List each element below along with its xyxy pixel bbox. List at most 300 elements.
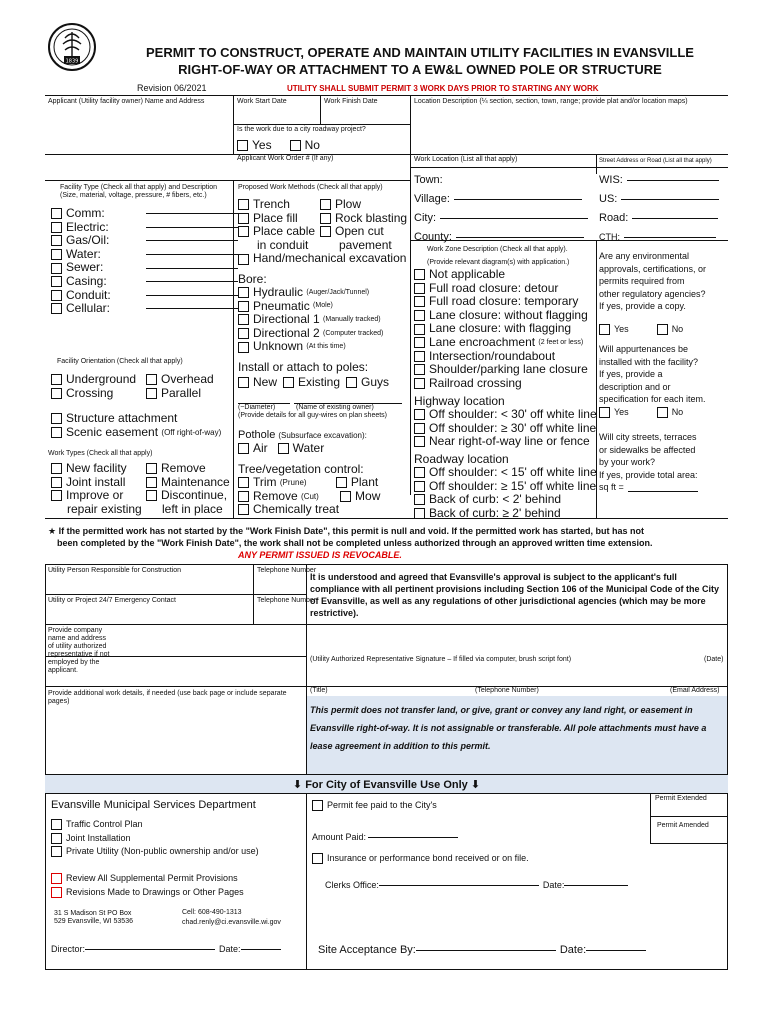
office-use-header <box>45 775 728 793</box>
plow-label: Plow <box>335 197 362 211</box>
curb-ge2-label: Back of curb: ≥ 2' behind <box>429 505 561 520</box>
provide-line4: representative if not <box>48 651 110 658</box>
overhead-label: Overhead <box>161 372 214 386</box>
place-fill-checkbox[interactable] <box>238 213 249 224</box>
conduit-label: Conduit: <box>66 287 111 302</box>
facility-list <box>51 207 238 316</box>
director-date-input[interactable] <box>241 949 281 950</box>
scenic-easement-checkbox[interactable] <box>51 427 62 438</box>
sewer-input[interactable] <box>146 268 238 269</box>
place-cable-checkbox[interactable] <box>238 226 249 237</box>
county-label: County: <box>414 231 452 243</box>
guy-note: (Provide details for all guy-wires on plan sheets) <box>238 412 388 419</box>
methods-col2 <box>320 198 407 252</box>
intersection-label: Intersection/roundabout <box>429 348 556 363</box>
title-line-2: RIGHT-OF-WAY OR ATTACHMENT TO A EW&L OWNED POLE OR STRUCTURE <box>178 62 662 77</box>
env-q3-line5: sq ft = <box>599 482 624 492</box>
not-applicable-label: Not applicable <box>429 267 506 281</box>
pothole-water-label: Water <box>292 441 325 455</box>
pneumatic-note: (Mole) <box>313 302 333 310</box>
hand-excavation-label: Hand/mechanical excavation <box>253 251 407 266</box>
hydraulic-checkbox[interactable] <box>238 287 249 298</box>
warning-line-2: been completed by the "Work Finish Date", the work shall not be completed unless authorized through an approved written time extension. <box>57 538 653 548</box>
guys-label: Guys <box>361 375 390 389</box>
casing-input[interactable] <box>146 281 238 282</box>
private-utility-label: Private Utility (Non-public ownership and/or use) <box>66 846 259 857</box>
road-fields <box>599 171 724 247</box>
telephone-label: (Telephone Number) <box>475 687 539 694</box>
revocable-notice: ANY PERMIT ISSUED IS REVOCABLE. <box>238 550 402 560</box>
street-address-label: Street Address or Road (List all that apply) <box>599 158 712 164</box>
maintenance-label: Maintenance <box>161 474 230 489</box>
full-closure-detour-label: Full road closure: detour <box>429 280 559 295</box>
existing-pole-label: Existing <box>298 375 341 389</box>
unknown-note: (At this time) <box>306 343 346 351</box>
cellular-input[interactable] <box>146 308 238 309</box>
parallel-label: Parallel <box>161 385 202 400</box>
provide-line1: Provide company <box>48 627 103 634</box>
env-q1-yes-checkbox[interactable] <box>599 324 610 335</box>
road-input[interactable] <box>632 218 718 219</box>
us-input[interactable] <box>621 199 719 200</box>
provide-line2: name and address <box>48 635 106 642</box>
provide-company-label <box>48 627 109 675</box>
plow-checkbox[interactable] <box>320 199 331 210</box>
bond-checkbox[interactable] <box>312 853 323 864</box>
clerks-date-input[interactable] <box>564 885 628 886</box>
existing-pole-checkbox[interactable] <box>283 377 294 388</box>
diameter-input[interactable] <box>238 395 290 404</box>
tree-list <box>238 476 380 517</box>
city-input[interactable] <box>440 218 588 219</box>
structure-list <box>51 412 221 439</box>
unknown-label: Unknown <box>253 339 304 354</box>
env-q2-yes-label: Yes <box>614 407 629 417</box>
worktypes-heading: Work Types (Check all that apply) <box>48 450 153 457</box>
env-q2-options <box>599 407 683 418</box>
joint-install-label: Joint install <box>66 474 126 489</box>
hw-ge30-label: Off shoulder: ≥ 30' off white line <box>429 420 597 435</box>
electric-checkbox[interactable] <box>51 222 62 233</box>
joint-installation-checkbox[interactable] <box>51 833 62 844</box>
email-label: (Email Address) <box>670 687 720 694</box>
air-label: Air <box>253 441 268 455</box>
phone-label-2: Telephone Number <box>257 597 317 604</box>
permit-amended-label: Permit Amended <box>657 822 709 829</box>
facility-heading: Facility Type (Check all that apply) and Description <box>60 184 218 191</box>
hw-lt30-checkbox[interactable] <box>414 409 425 420</box>
place-cable-label: Place cable <box>253 224 316 239</box>
bond-row <box>312 853 529 864</box>
traffic-plan-checkbox[interactable] <box>51 819 62 830</box>
overhead-checkbox[interactable] <box>146 374 157 385</box>
plant-label: Plant <box>350 475 379 489</box>
town-label: Town: <box>414 174 443 186</box>
permit-extended-label: Permit Extended <box>655 795 707 802</box>
warning-line-1: If the permitted work has not started by the "Work Finish Date", this permit is null and void. If the permitted work has started, but has not <box>58 526 645 536</box>
fee-paid-checkbox[interactable] <box>312 800 323 811</box>
joint-install-checkbox[interactable] <box>51 477 62 488</box>
title-line-1: PERMIT TO CONSTRUCT, OPERATE AND MAINTAIN UTILITY FACILITIES IN EVANSVILLE <box>146 45 694 60</box>
road-label: Road: <box>599 212 629 224</box>
owner-input[interactable] <box>294 395 402 404</box>
cell-phone: Cell: 608-490-1313 <box>182 909 242 916</box>
office-checks <box>51 818 259 859</box>
roadway-heading: Roadway location <box>414 452 509 466</box>
improve-checkbox[interactable] <box>51 490 62 501</box>
underground-label: Underground <box>66 372 137 386</box>
bore-list <box>238 286 383 354</box>
scenic-easement-label: Scenic easement <box>66 424 159 439</box>
full-closure-detour-checkbox[interactable] <box>414 283 425 294</box>
traffic-plan-label: Traffic Control Plan <box>66 819 143 830</box>
agreement-text: It is understood and agreed that Evansville's approval is subject to the applicant's full compliance with all pertinent provisions including Section 106 of the Municipal Code of the City of Evansville, as well as any regulations of other jurisdictional agencies (which may be more restrictive). <box>310 572 720 618</box>
pothole-label: Pothole <box>238 429 276 441</box>
env-q2-yes-checkbox[interactable] <box>599 407 610 418</box>
fee-paid-label: Permit fee paid to the City's <box>327 800 437 810</box>
new-facility-label: New facility <box>66 461 127 475</box>
orientation-list <box>51 373 214 400</box>
us-label: US: <box>599 193 618 205</box>
env-q1-no-label: No <box>671 324 684 334</box>
orientation-heading: Facility Orientation (Check all that apply) <box>57 358 183 365</box>
env-q2-line3: If yes, provide a <box>599 369 663 379</box>
office-use-label: For City of Evansville Use Only <box>305 779 468 791</box>
site-date-label: Date: <box>559 944 587 956</box>
lane-encroachment-checkbox[interactable] <box>414 337 425 348</box>
roadway-yes-checkbox[interactable] <box>237 140 248 151</box>
directional1-label: Directional 1 <box>253 312 320 327</box>
structure-attachment-checkbox[interactable] <box>51 413 62 424</box>
unknown-checkbox[interactable] <box>238 342 249 353</box>
wis-label: WIS: <box>599 174 623 186</box>
comm-checkbox[interactable] <box>51 208 62 219</box>
bore-label: Bore: <box>238 272 267 286</box>
chemical-label: Chemically treat <box>253 502 340 517</box>
hw-near-row-label: Near right-of-way line or fence <box>429 434 590 449</box>
highway-heading: Highway location <box>414 394 505 408</box>
address-line2: 529 Evansville, WI 53536 <box>54 918 133 925</box>
full-closure-temporary-label: Full road closure: temporary <box>429 294 579 309</box>
rw-ge15-label: Off shoulder: ≥ 15' off white line <box>429 478 597 493</box>
place-fill-label: Place fill <box>253 210 298 225</box>
pothole-options <box>238 442 324 456</box>
work-order-label: Applicant Work Order # (If any) <box>237 155 334 162</box>
owner-label: (Name of existing owner) <box>296 404 374 411</box>
provide-line5: employed by the <box>48 659 100 666</box>
env-q2-line5: specification for each item. <box>599 394 706 404</box>
methods-heading: Proposed Work Methods (Check all that apply) <box>238 184 383 191</box>
director-label: Director: <box>51 944 86 954</box>
trim-checkbox[interactable] <box>238 477 249 488</box>
yes-label: Yes <box>252 138 272 152</box>
not-applicable-checkbox[interactable] <box>414 269 425 280</box>
env-q1-line1: Are any environmental <box>599 251 690 261</box>
pothole-note: (Subsurface excavation): <box>278 431 367 440</box>
finish-date-label: Work Finish Date <box>324 98 378 105</box>
highway-list <box>414 408 597 449</box>
hw-lt30-label: Off shoulder: < 30' off white line <box>429 407 597 421</box>
gas-input[interactable] <box>146 240 238 241</box>
encroachment-note: (2 feet or less) <box>538 338 584 346</box>
address <box>54 910 133 926</box>
maintenance-checkbox[interactable] <box>146 477 157 488</box>
rw-lt15-checkbox[interactable] <box>414 467 425 478</box>
gas-checkbox[interactable] <box>51 235 62 246</box>
fee-row <box>312 800 648 811</box>
env-q2-line4: description and or <box>599 381 671 392</box>
remove-note: (Cut) <box>301 491 319 501</box>
signature-label: (Utility Authorized Representative Signature – If filled via computer, brush script font) <box>310 656 572 663</box>
in-conduit-label: in conduit <box>257 237 309 252</box>
structure-attachment-label: Structure attachment <box>66 411 178 425</box>
shoulder-closure-label: Shoulder/parking lane closure <box>429 362 588 377</box>
directional1-checkbox[interactable] <box>238 314 249 325</box>
env-question-1 <box>599 250 706 313</box>
water-checkbox[interactable] <box>51 249 62 260</box>
chemical-checkbox[interactable] <box>238 504 249 515</box>
crossing-checkbox[interactable] <box>51 388 62 399</box>
rock-blasting-label: Rock blasting <box>335 210 408 225</box>
env-question-3 <box>599 431 698 494</box>
water-input[interactable] <box>146 254 238 255</box>
contact-email: chad.renly@ci.evansville.wi.gov <box>182 919 281 926</box>
director-input[interactable] <box>85 949 215 950</box>
village-input[interactable] <box>454 199 582 200</box>
conduit-checkbox[interactable] <box>51 290 62 301</box>
clerks-input[interactable] <box>379 885 539 886</box>
trim-label: Trim <box>253 475 277 489</box>
address-line1: 31 S Madison St PO Box <box>54 910 132 917</box>
wis-input[interactable] <box>627 180 719 181</box>
cellular-label: Cellular: <box>66 301 111 316</box>
facility-subheading: (Size, material, voltage, pressure, # fibers, etc.) <box>60 192 207 199</box>
amount-row <box>312 832 458 843</box>
hw-ge30-checkbox[interactable] <box>414 423 425 434</box>
underground-checkbox[interactable] <box>51 374 62 385</box>
lane-with-flagging-label: Lane closure: with flagging <box>429 321 572 336</box>
village-label: Village: <box>414 193 450 205</box>
sewer-label: Sewer: <box>66 260 104 275</box>
site-label: Site Acceptance By: <box>318 944 416 956</box>
warning-text: ★ If the permitted work has not started by the "Work Finish Date", this permit is null and void. If the permitted work has started, but has not been completed by the "Work Finish Date", the work shall not be completed unless authorized through an approved written time extension. ANY PERMIT ISSUED IS REVOCABLE. <box>48 525 728 561</box>
pavement-label: pavement <box>339 237 392 252</box>
env-question-2 <box>599 343 706 406</box>
env-q1-line5: If yes, provide a copy. <box>599 301 686 311</box>
conduit-input[interactable] <box>146 295 238 296</box>
trim-note: (Prune) <box>279 478 307 488</box>
install-heading: Install or attach to poles: <box>238 360 369 374</box>
curb-ge2-checkbox[interactable] <box>414 508 425 519</box>
env-q3-line1: Will city streets, terraces <box>599 432 697 442</box>
lane-without-flagging-checkbox[interactable] <box>414 310 425 321</box>
zone-subheading: (Provide relevant diagram(s) with application.) <box>427 259 570 266</box>
open-cut-label: Open cut <box>335 224 384 239</box>
department-name: Evansville Municipal Services Department <box>51 799 256 811</box>
site-date-input[interactable] <box>586 950 646 951</box>
shoulder-closure-checkbox[interactable] <box>414 364 425 375</box>
lane-without-flagging-label: Lane closure: without flagging <box>429 307 588 322</box>
provide-line3: of utility authorized <box>48 643 107 650</box>
director-row <box>51 944 281 955</box>
left-in-place-label: left in place <box>162 501 223 516</box>
diameter-label: (~Diameter) <box>238 404 276 411</box>
scenic-note: (Off right-of-way) <box>161 427 222 437</box>
office-red-checks <box>51 872 244 899</box>
no-label: No <box>304 138 320 152</box>
roadway-no-checkbox[interactable] <box>290 140 301 151</box>
review-provisions-label: Review All Supplemental Permit Provisions <box>66 873 238 884</box>
revisions-made-label: Revisions Made to Drawings or Other Pages <box>66 886 244 897</box>
zone-heading: Work Zone Description (Check all that apply). <box>427 246 568 253</box>
office-use-title: ⬇ For City of Evansville Use Only ⬇ <box>292 779 481 791</box>
crossing-label: Crossing <box>66 385 114 400</box>
hw-near-row-checkbox[interactable] <box>414 436 425 447</box>
hand-excavation-checkbox[interactable] <box>238 254 249 265</box>
applicant-label: Applicant (Utility facility owner) Name and Address <box>48 98 205 105</box>
env-q1-line2: approvals, certifications, or <box>599 263 707 274</box>
location-label: Location Description (¼ section, section, town, range; provide plat and/or location maps) <box>414 98 688 105</box>
zone-list <box>414 268 588 390</box>
comm-input[interactable] <box>146 213 238 214</box>
pneumatic-label: Pneumatic <box>253 298 310 313</box>
env-q3-line4: If yes, provide total area: <box>599 469 698 480</box>
lane-with-flagging-checkbox[interactable] <box>414 324 425 335</box>
private-utility-checkbox[interactable] <box>51 846 62 857</box>
cellular-checkbox[interactable] <box>51 303 62 314</box>
review-provisions-checkbox[interactable] <box>51 873 62 884</box>
env-q1-line4: other regulatory agencies? <box>599 288 706 299</box>
air-checkbox[interactable] <box>238 443 249 454</box>
env-q1-options <box>599 324 683 335</box>
casing-checkbox[interactable] <box>51 276 62 287</box>
water-label: Water: <box>66 246 101 261</box>
tree-remove-label: Remove <box>253 488 298 503</box>
additional-details-label: Provide additional work details, if needed (use back page or include separate pages) <box>48 690 287 705</box>
pothole-water-checkbox[interactable] <box>278 443 289 454</box>
directional2-note: (Computer tracked) <box>323 329 384 337</box>
new-facility-checkbox[interactable] <box>51 463 62 474</box>
site-row <box>318 944 646 957</box>
discontinue-checkbox[interactable] <box>146 490 157 501</box>
gas-label: Gas/Oil: <box>66 233 110 248</box>
directional2-checkbox[interactable] <box>238 328 249 339</box>
directional1-note: (Manually tracked) <box>323 315 381 323</box>
env-q1-line3: permits required from <box>599 276 685 286</box>
cth-input[interactable] <box>624 237 716 238</box>
casing-label: Casing: <box>66 273 107 288</box>
county-input[interactable] <box>456 237 584 238</box>
land-right-notice: This permit does not transfer land, or give, grant or convey any land right, or easement in Evansville right-of-way. It is not assignable or transferable. All pole attachments must have a lease agreement in addition to this permit. <box>310 705 707 751</box>
comm-label: Comm: <box>66 206 105 220</box>
director-date-label: Date: <box>219 944 241 954</box>
site-input[interactable] <box>416 950 556 951</box>
title-label: (Title) <box>310 687 328 694</box>
remove-label: Remove <box>161 461 206 475</box>
new-pole-checkbox[interactable] <box>238 377 249 388</box>
env-q2-no-checkbox[interactable] <box>657 407 668 418</box>
revision: Revision 06/2021 <box>137 83 207 93</box>
sewer-checkbox[interactable] <box>51 263 62 274</box>
submit-notice: UTILITY SHALL SUBMIT PERMIT 3 WORK DAYS PRIOR TO STARTING ANY WORK <box>287 84 599 93</box>
intersection-checkbox[interactable] <box>414 351 425 362</box>
amount-input[interactable] <box>368 837 458 838</box>
plant-checkbox[interactable] <box>336 477 347 488</box>
hydraulic-note: (Auger/Jack/Tunnel) <box>306 288 370 296</box>
clerks-label: Clerks Office: <box>325 880 379 890</box>
tree-remove-checkbox[interactable] <box>238 491 249 502</box>
contact-info <box>182 908 281 928</box>
amount-label: Amount Paid: <box>312 832 367 842</box>
cth-label: CTH: <box>599 232 620 242</box>
trench-label: Trench <box>253 197 290 211</box>
full-closure-temporary-checkbox[interactable] <box>414 296 425 307</box>
joint-installation-label: Joint Installation <box>66 832 131 843</box>
parallel-checkbox[interactable] <box>146 388 157 399</box>
open-cut-checkbox[interactable] <box>320 226 331 237</box>
phone-label-1: Telephone Number <box>257 567 317 574</box>
worktypes-list <box>51 462 230 516</box>
trench-checkbox[interactable] <box>238 199 249 210</box>
area-input[interactable] <box>628 483 698 492</box>
location-fields <box>414 171 594 247</box>
revisions-made-checkbox[interactable] <box>51 887 62 898</box>
provide-line6: applicant. <box>48 667 78 674</box>
responsible-person-label: Utility Person Responsible for Construction <box>48 567 182 574</box>
pneumatic-checkbox[interactable] <box>238 301 249 312</box>
electric-label: Electric: <box>66 219 109 234</box>
env-q2-line1: Will appurtenances be <box>599 344 689 354</box>
city-label: City: <box>414 212 436 224</box>
date-label: (Date) <box>704 656 724 663</box>
directional2-label: Directional 2 <box>253 325 320 340</box>
svg-text:1839: 1839 <box>65 58 79 65</box>
bond-label: Insurance or performance bond received or on file. <box>327 853 529 863</box>
electric-input[interactable] <box>146 227 238 228</box>
curb-lt2-checkbox[interactable] <box>414 494 425 505</box>
remove-checkbox[interactable] <box>146 463 157 474</box>
env-q1-yes-label: Yes <box>614 324 629 334</box>
env-q3-line2: or sidewalks be affected <box>599 444 696 455</box>
guys-checkbox[interactable] <box>346 377 357 388</box>
work-location-label: Work Location (List all that apply) <box>414 156 518 163</box>
emergency-contact-label: Utility or Project 24/7 Emergency Contact <box>48 597 176 604</box>
start-date-label: Work Start Date <box>237 98 287 105</box>
rw-ge15-checkbox[interactable] <box>414 481 425 492</box>
env-q1-no-checkbox[interactable] <box>657 324 668 335</box>
clerks-date-label: Date: <box>542 880 565 890</box>
railroad-label: Railroad crossing <box>429 375 522 390</box>
mow-checkbox[interactable] <box>340 491 351 502</box>
roadway-list <box>414 466 597 520</box>
roadway-question: Is the work due to a city roadway project? <box>237 126 366 133</box>
install-options <box>238 376 389 390</box>
curb-lt2-label: Back of curb: < 2' behind <box>429 492 562 507</box>
city-seal-logo <box>47 18 97 76</box>
env-q2-line2: installed with the facility? <box>599 356 699 367</box>
lane-encroachment-label: Lane encroachment <box>429 334 536 349</box>
tree-heading: Tree/vegetation control: <box>238 462 364 476</box>
hydraulic-label: Hydraulic <box>253 285 304 299</box>
improve-label: Improve or <box>66 488 124 503</box>
new-pole-label: New <box>253 375 278 389</box>
rw-lt15-label: Off shoulder: < 15' off white line <box>429 465 597 479</box>
railroad-checkbox[interactable] <box>414 378 425 389</box>
rock-blasting-checkbox[interactable] <box>320 213 331 224</box>
repair-existing-label: repair existing <box>67 501 142 516</box>
env-q2-no-label: No <box>671 407 684 417</box>
mow-label: Mow <box>355 488 381 503</box>
